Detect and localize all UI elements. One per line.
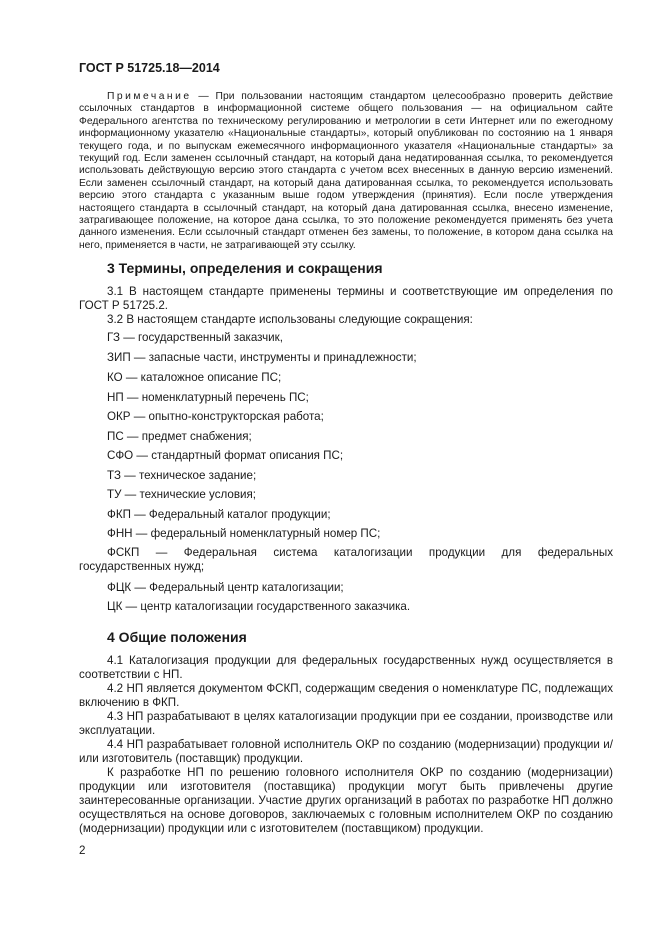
paragraph-3-1: 3.1 В настоящем стандарте применены термины и соответствующие им определения по ГОСТ Р 51725.2.	[79, 285, 613, 312]
abbreviation-item: ЗИП — запасные части, инструменты и принадлежности;	[107, 351, 417, 364]
abbreviation-item-wide	[79, 546, 613, 574]
paragraph-4-1: 4.1 Каталогизация продукции для федеральных государственных нужд осуществляется в соответствии с НП.	[79, 654, 613, 681]
section-4-title: 4 Общие положения	[107, 629, 247, 645]
abbreviation-item: ФСКП — Федеральная система каталогизации продукции для федеральных государственных нужд;	[79, 546, 613, 573]
abbreviation-item: ПС — предмет снабжения;	[107, 430, 252, 443]
page-number: 2	[79, 844, 86, 857]
abbreviation-item: ФНН — федеральный номенклатурный номер ПС;	[107, 527, 381, 540]
note-label: Примечание	[107, 91, 192, 102]
paragraph-3-2: 3.2 В настоящем стандарте использованы следующие сокращения:	[107, 313, 473, 326]
section-3-intro	[79, 285, 613, 327]
abbreviation-item: НП — номенклатурный перечень ПС;	[107, 391, 309, 404]
paragraph-4-4-continued: К разработке НП по решению головного исполнителя ОКР по созданию (модернизации) продукции или изготовителя (поставщика) продукции могут быть привлечены другие заинтересованные организации. Участие других организаций в работах по разработке НП должно осуществляться на основе договоров, заключаемых с головным исполнителем ОКР по созданию (модернизации) продукции или с изготовителем (поставщиком) продукции.	[79, 766, 613, 835]
reference-note	[79, 91, 613, 252]
abbreviation-item: КО — каталожное описание ПС;	[107, 371, 282, 384]
paragraph-4-3: 4.3 НП разрабатывают в целях каталогизации продукции при ее создании, производстве или эксплуатации.	[79, 710, 613, 737]
abbreviation-item: ГЗ — государственный заказчик,	[107, 331, 283, 344]
abbreviation-item: ФКП — Федеральный каталог продукции;	[107, 508, 331, 521]
note-text: — При пользовании настоящим стандартом целесообразно проверить действие ссылочных стандартов в информационной системе общего пользования — на официальном сайте Федерального агентства по техническому регулированию и метрологии в сети Интернет или по ежегодному информационному указателю «Национальные стандарты», который опубликован по состоянию на 1 января текущего года, и по выпускам ежемесячного информационного указателя «Национальные стандарты» за текущий год. Если заменен ссылочный стандарт, на который дана недатированная ссылка, то рекомендуется использовать действующую версию этого стандарта с учетом всех внесенных в данную версию изменений. Если заменен ссылочный стандарт, на который дана датированная ссылка, то рекомендуется использовать версию этого стандарта с указанным выше годом утверждения (принятия). Если после утверждения настоящего стандарта в ссылочный стандарт, на который дана датированная ссылка, внесено изменение, затрагивающее положение, на которое дана ссылка, то это положение рекомендуется применять без учета данного изменения. Если ссылочный стандарт отменен без замены, то положение, в котором дана ссылка на него, применяется в части, не затрагивающей эту ссылку.	[79, 91, 613, 251]
abbreviation-item: ЦК — центр каталогизации государственного заказчика.	[107, 600, 411, 613]
paragraph-4-4: 4.4 НП разрабатывает головной исполнитель ОКР по созданию (модернизации) продукции и/или изготовитель (поставщик) продукции.	[79, 738, 613, 765]
abbreviation-item: ФЦК — Федеральный центр каталогизации;	[107, 581, 344, 594]
abbreviation-item: СФО — стандартный формат описания ПС;	[107, 449, 344, 462]
abbreviation-item: ТЗ — техническое задание;	[107, 469, 257, 482]
section-4-body	[79, 654, 613, 836]
document-header: ГОСТ Р 51725.18—2014	[79, 61, 220, 75]
section-3-title: 3 Термины, определения и сокращения	[107, 260, 383, 276]
abbreviation-item: ОКР — опытно-конструкторская работа;	[107, 410, 324, 423]
paragraph-4-2: 4.2 НП является документом ФСКП, содержащим сведения о номенклатуре ПС, подлежащих включению в ФКП.	[79, 682, 613, 709]
abbreviation-item: ТУ — технические условия;	[107, 488, 256, 501]
